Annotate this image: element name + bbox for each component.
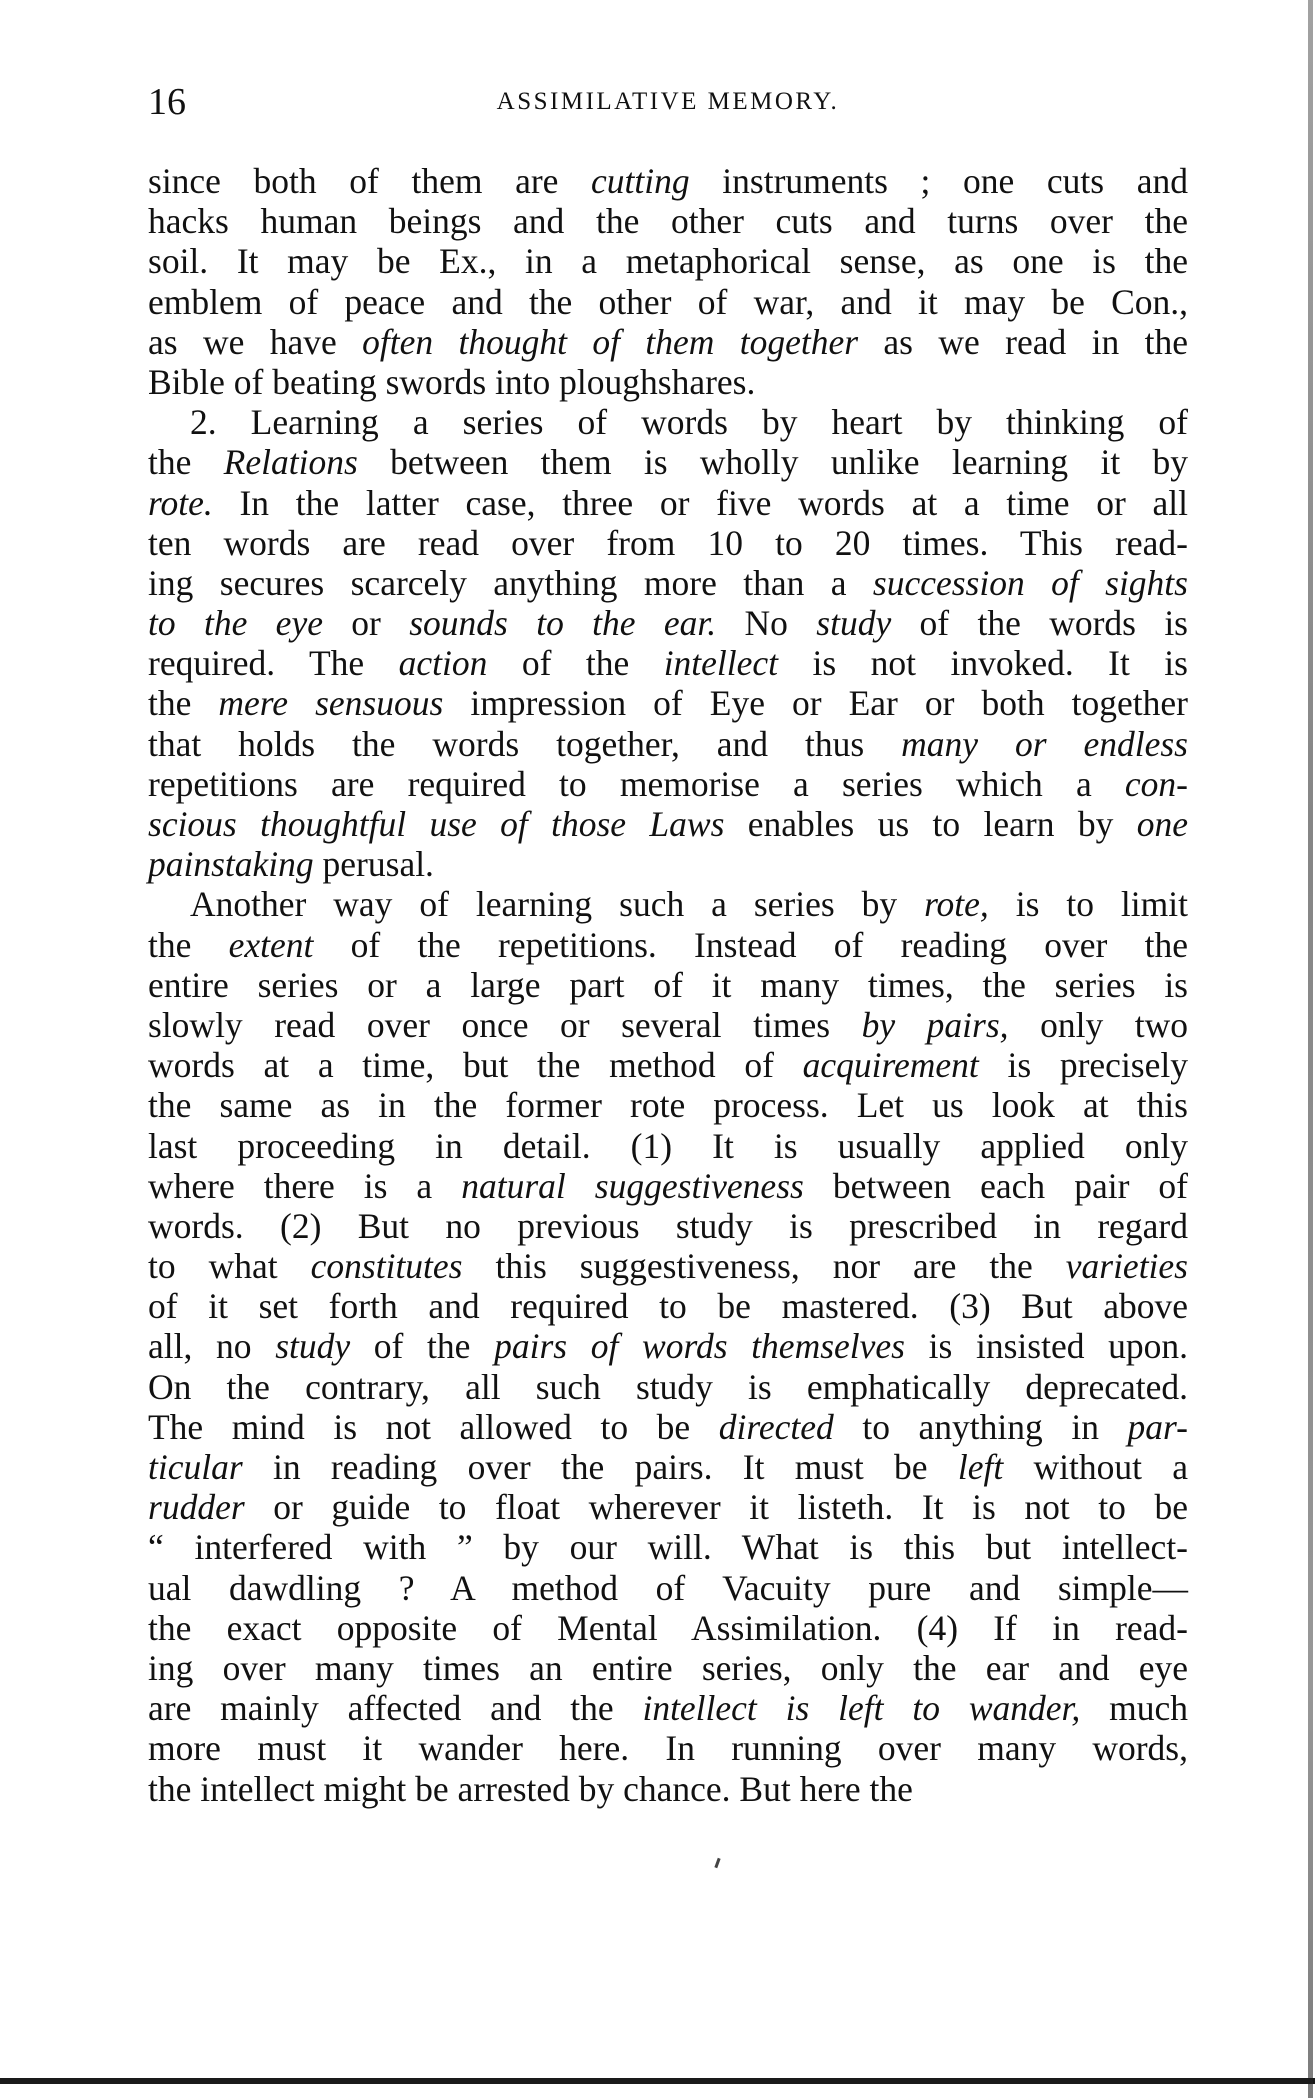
text-line <box>148 1688 1188 1728</box>
text-run: slowly read over once or several times <box>148 1004 862 1045</box>
text-run: this suggestiveness, nor are the <box>462 1246 1066 1287</box>
text-run: On the contrary, all such study is emphatically deprecated. <box>148 1366 1188 1407</box>
text-run: are mainly affected and the <box>148 1688 643 1729</box>
italic-text: intellect is left to wander, <box>642 1688 1081 1729</box>
italic-text: to the eye <box>148 603 323 644</box>
text-run: last proceeding in detail. (1) It is usually applied only <box>148 1125 1188 1166</box>
text-run: “ interfered with ” by our will. What is this but intellect- <box>148 1527 1188 1568</box>
italic-text: par- <box>1127 1406 1188 1447</box>
text-line <box>148 724 1188 764</box>
text-line <box>148 282 1188 322</box>
text-run: is to limit <box>988 884 1188 925</box>
italic-text: constitutes <box>310 1246 463 1287</box>
italic-text: one <box>1136 804 1188 844</box>
italic-text: left <box>957 1447 1004 1487</box>
running-head: ASSIMILATIVE MEMORY. <box>496 88 840 115</box>
text-run: impression of Eye or Ear or both together <box>443 683 1188 724</box>
italic-text: rote, <box>924 884 989 925</box>
text-run: instruments ; one cuts and <box>689 161 1188 201</box>
text-run: 2. Learning a series of words by heart by thinking of <box>190 402 1188 443</box>
text-run: hacks human beings and the other cuts and turns over the <box>148 201 1188 242</box>
text-run: words. (2) But no previous study is prescribed in regard <box>148 1205 1188 1246</box>
text-run: between each pair of <box>803 1165 1188 1206</box>
text-line <box>148 362 1188 402</box>
text-line <box>148 1447 1188 1487</box>
text-run: In the latter case, three or five words at a time or all <box>212 482 1188 523</box>
text-run: emblem of peace and the other of war, and it may be Con., <box>148 281 1188 322</box>
text-line <box>148 1045 1188 1085</box>
text-run: between them is wholly unlike learning it by <box>357 442 1188 483</box>
italic-text: pairs of words themselves <box>494 1326 905 1367</box>
italic-text: by pairs, <box>861 1004 1009 1045</box>
text-line <box>148 1407 1188 1447</box>
italic-text: many or endless <box>901 723 1188 764</box>
italic-text: extent <box>228 924 314 965</box>
italic-text: natural suggestiveness <box>461 1165 804 1206</box>
text-run: the <box>148 442 224 483</box>
text-run: the <box>148 683 219 724</box>
italic-text: intellect <box>663 643 779 684</box>
text-line <box>148 1728 1188 1768</box>
text-run: that holds the words together, and thus <box>148 723 902 764</box>
text-run: without a <box>1003 1447 1189 1487</box>
text-run: is precisely <box>978 1045 1188 1086</box>
text-run: or guide to float wherever it listeth. It is not to be <box>244 1487 1188 1528</box>
italic-text: scious thoughtful use of those Laws <box>148 804 725 844</box>
text-line <box>148 1527 1188 1567</box>
text-run: as we read in the <box>858 321 1188 362</box>
text-run: Bible of beating swords into ploughshares. <box>148 361 756 402</box>
ink-speck <box>714 1858 720 1868</box>
text-line <box>148 1608 1188 1648</box>
text-run: the same as in the former rote process. Let us look at this <box>148 1085 1188 1126</box>
text-line <box>148 1648 1188 1688</box>
italic-text: succession of sights <box>872 562 1188 603</box>
italic-text: action <box>398 643 488 684</box>
text-line <box>148 1367 1188 1407</box>
text-line <box>148 1126 1188 1166</box>
text-run: ten words are read over from 10 to 20 times. This read- <box>148 522 1188 563</box>
italic-text: directed <box>718 1406 834 1447</box>
text-line <box>148 402 1188 442</box>
text-line <box>148 844 1188 884</box>
italic-text: often thought of them together <box>362 321 859 362</box>
text-run: in reading over the pairs. It must be <box>242 1447 958 1487</box>
text-line <box>148 925 1188 965</box>
text-run: ing over many times an entire series, only the ear and eye <box>148 1647 1188 1688</box>
italic-text: Relations <box>223 442 358 483</box>
text-run: only two <box>1008 1004 1189 1045</box>
text-line <box>148 563 1188 603</box>
italic-text: rudder <box>148 1487 245 1528</box>
italic-text: cutting <box>591 161 690 201</box>
text-line <box>148 483 1188 523</box>
page-header <box>148 80 1188 140</box>
text-line <box>148 965 1188 1005</box>
text-run: soil. It may be Ex., in a metaphorical sense, as one is the <box>148 241 1188 282</box>
italic-text: acquirement <box>802 1045 979 1086</box>
text-run: entire series or a large part of it many times, the series is <box>148 964 1188 1005</box>
text-line <box>148 1005 1188 1045</box>
text-run: as we have <box>148 321 363 362</box>
text-line <box>148 161 1188 201</box>
text-line <box>148 884 1188 924</box>
text-line <box>148 603 1188 643</box>
text-run: of the <box>350 1326 495 1367</box>
italic-text: varieties <box>1065 1246 1188 1287</box>
text-line <box>148 1568 1188 1608</box>
text-run: the <box>148 924 229 965</box>
text-line <box>148 1769 1188 1809</box>
text-run: since both of them are <box>148 161 592 201</box>
italic-text: rote. <box>148 482 213 523</box>
text-run: No <box>716 603 817 644</box>
italic-text: study <box>816 603 892 644</box>
text-line <box>148 804 1188 844</box>
italic-text: study <box>275 1326 351 1367</box>
italic-text: con- <box>1124 763 1188 804</box>
text-line <box>148 1487 1188 1527</box>
text-run: the intellect might be arrested by chance. But here the <box>148 1768 913 1809</box>
bottom-rule <box>0 2078 1315 2084</box>
text-run: of the repetitions. Instead of reading over the <box>313 924 1188 965</box>
italic-text: painstaking <box>148 844 314 885</box>
text-line <box>148 201 1188 241</box>
text-run: The mind is not allowed to be <box>148 1406 719 1447</box>
text-run: or <box>322 603 410 644</box>
text-line <box>148 322 1188 362</box>
text-run: Another way of learning such a series by <box>190 884 925 925</box>
text-run: is insisted upon. <box>904 1326 1189 1367</box>
text-line <box>148 1206 1188 1246</box>
italic-text: sounds to the ear. <box>409 603 717 644</box>
text-run: is not invoked. It is <box>778 643 1188 684</box>
text-run: where there is a <box>148 1165 462 1206</box>
text-run: repetitions are required to memorise a series which a <box>148 763 1125 804</box>
text-line <box>148 1246 1188 1286</box>
text-run: ing secures scarcely anything more than a <box>148 562 873 603</box>
text-run: of the words is <box>891 603 1188 644</box>
text-line <box>148 523 1188 563</box>
text-line <box>148 643 1188 683</box>
text-line <box>148 442 1188 482</box>
text-run: to what <box>148 1246 311 1287</box>
text-run: of it set forth and required to be mastered. (3) But above <box>148 1286 1188 1327</box>
italic-text: ticular <box>148 1447 243 1487</box>
text-run: to anything in <box>833 1406 1128 1447</box>
text-line <box>148 1286 1188 1326</box>
page-number: 16 <box>148 81 186 123</box>
text-run: required. The <box>148 643 399 684</box>
text-line <box>148 1166 1188 1206</box>
body-text <box>148 161 1188 1809</box>
text-line <box>148 1085 1188 1125</box>
italic-text: mere sensuous <box>218 683 444 724</box>
text-run: enables us to learn by <box>724 804 1137 844</box>
page-edge <box>1308 0 1313 2098</box>
text-run: of the <box>487 643 664 684</box>
text-line <box>148 241 1188 281</box>
text-run: ual dawdling ? A method of Vacuity pure and simple— <box>148 1567 1188 1608</box>
text-run: much <box>1080 1688 1188 1729</box>
text-line <box>148 683 1188 723</box>
text-line <box>148 1326 1188 1366</box>
text-run: more must it wander here. In running over many words, <box>148 1728 1188 1769</box>
text-run: words at a time, but the method of <box>148 1045 803 1086</box>
text-line <box>148 764 1188 804</box>
text-run: the exact opposite of Mental Assimilation. (4) If in read- <box>148 1607 1188 1648</box>
text-run: all, no <box>148 1326 276 1367</box>
text-run: perusal. <box>313 844 434 885</box>
